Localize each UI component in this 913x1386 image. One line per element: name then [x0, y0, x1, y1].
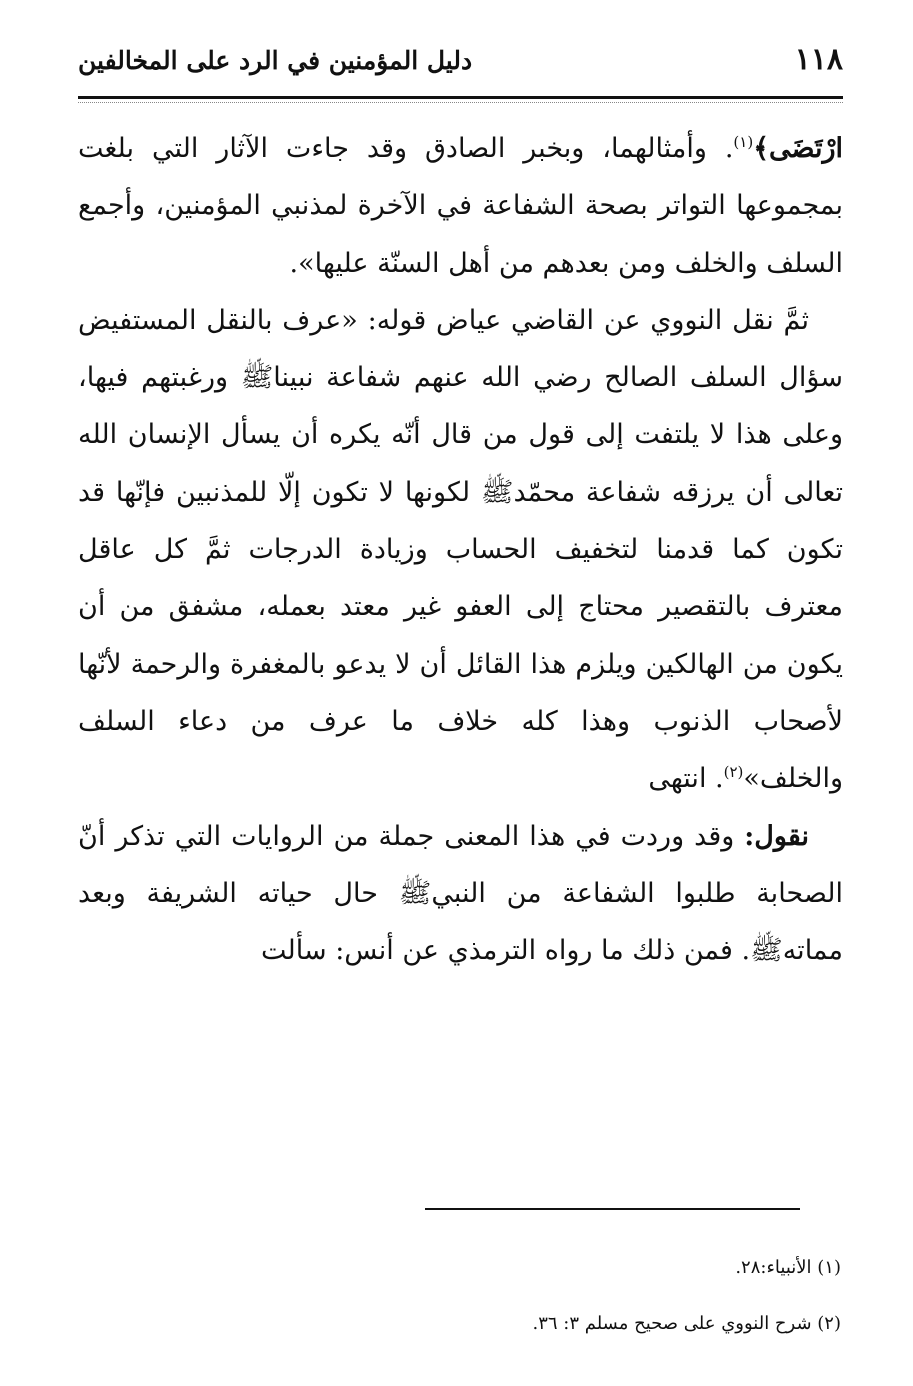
paragraph-3: [78, 808, 843, 980]
footnote-1: (١) الأنبياء:٢٨.: [735, 1257, 841, 1278]
paragraph-1-text: . وأمثالهما، وبخبر الصادق وقد جاءت الآثار التي بلغت بمجموعها التواتر بصحة الشفاعة في الآخرة لمذنبي المؤمنين، وأجمع السلف والخلف ومن بعدهم من أهل السنّة عليها».: [78, 133, 843, 279]
main-text: [78, 120, 843, 979]
footnote-ref-1[interactable]: (١): [733, 133, 754, 151]
running-title: دليل المؤمنين في الرد على المخالفين: [78, 46, 473, 75]
footnote-separator: [425, 1208, 800, 1210]
paragraph-3-lead: نقول:: [744, 820, 809, 852]
footnotes: [78, 1240, 843, 1352]
paragraph-2-tail: . انتهى: [648, 763, 724, 795]
page-header: [78, 38, 843, 94]
footnote-ref-2[interactable]: (٢): [723, 763, 744, 782]
paragraph-2-text: ثمَّ نقل النووي عن القاضي عياض قوله: «عرف بالنقل المستفيض سؤال السلف الصالح رضي الله عنهم شفاعة نبيناﷺ ورغبتهم فيها، وعلى هذا لا يلتفت إلى قول من قال أنّه يكره أن يسأل الإنسان الله تعالى أن يرزقه شفاعة محمّدﷺ لكونها لا تكون إلّا للمذنبين فإنّها قد تكون كما قدمنا لتخفيف الحساب وزيادة الدرجات ثمَّ كل عاقل معترف بالتقصير محتاج إلى العفو غير معتد بعمله، مشفق من أن يكون من الهالكين ويلزم هذا القائل أن لا يدعو بالمغفرة والرحمة لأنّها لأصحاب الذنوب وهذا كله خلاف ما عرف من دعاء السلف والخلف»: [78, 304, 843, 795]
paragraph-1: [78, 120, 843, 292]
header-rule-dotted: [78, 102, 843, 103]
paragraph-2: [78, 292, 843, 808]
header-rule: [78, 96, 843, 99]
page-number: ١١٨: [794, 42, 843, 77]
quran-verse-end: ارْتَضَى﴾: [753, 133, 843, 164]
footnote-2: (٢) شرح النووي على صحيح مسلم ٣: ٣٦.: [532, 1313, 841, 1334]
paragraph-3-text: وقد وردت في هذا المعنى جملة من الروايات التي تذكر أنّ الصحابة طلبوا الشفاعة من النبيﷺ حال حياته الشريفة وبعد مماتهﷺ. فمن ذلك ما رواه الترمذي عن أنس: سألت: [78, 820, 843, 967]
